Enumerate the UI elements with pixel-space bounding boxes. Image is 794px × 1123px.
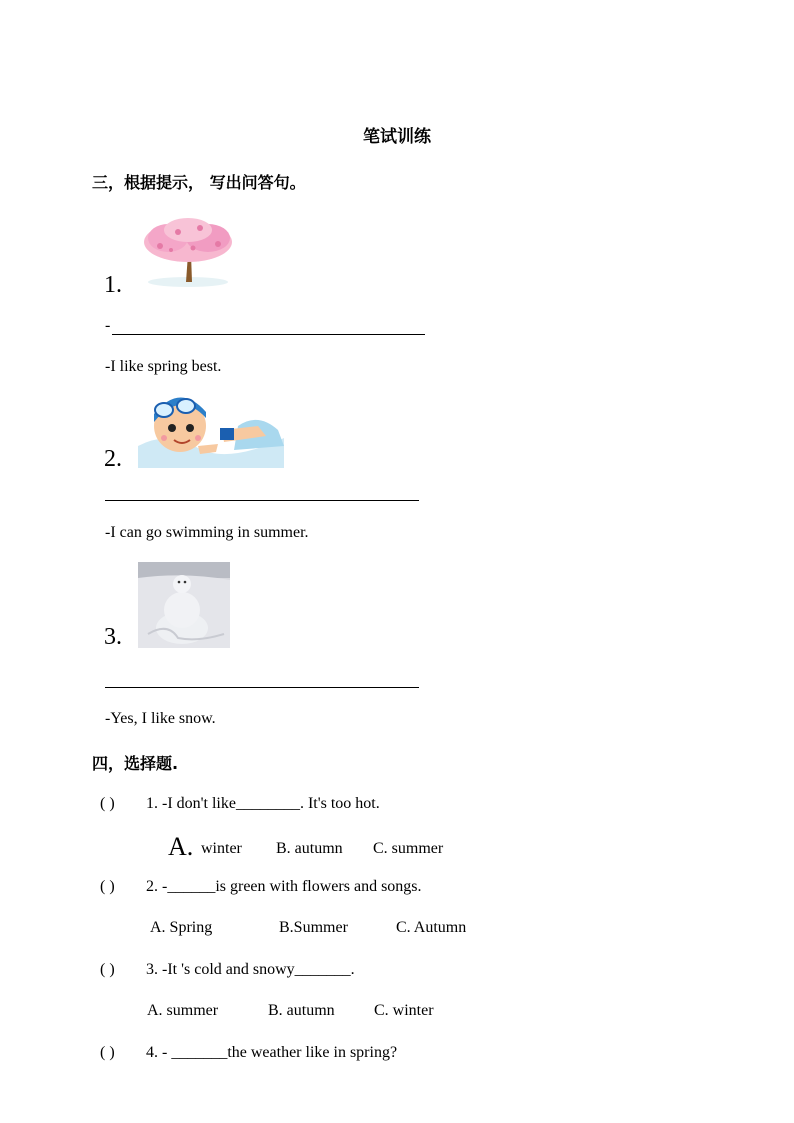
- q4-answer-blank[interactable]: ( ): [100, 1044, 115, 1061]
- item-2-number: 2.: [104, 446, 122, 472]
- item-1-number: 1.: [104, 272, 122, 298]
- swimming-boy-image: [138, 386, 284, 468]
- q3-option-c[interactable]: C. winter: [374, 1002, 434, 1019]
- page-title: 笔试训练: [363, 127, 431, 147]
- section-3-heading: 三，根据提示， 写出问答句。: [92, 173, 306, 192]
- q1-option-c[interactable]: C. summer: [373, 840, 444, 857]
- item-1-dash: -: [105, 317, 111, 334]
- q2-option-a[interactable]: A. Spring: [150, 919, 213, 936]
- item-1-answer-text: -I like spring best.: [105, 358, 222, 375]
- q3-option-a[interactable]: A. summer: [147, 1002, 219, 1019]
- q4-text: 4. - _______the weather like in spring?: [146, 1044, 398, 1061]
- section-4-heading: 四，选择题.: [92, 754, 179, 773]
- item-2-answer-text: -I can go swimming in summer.: [105, 524, 309, 541]
- item-2-answer-line[interactable]: [105, 500, 419, 501]
- q3-option-b[interactable]: B. autumn: [268, 1002, 335, 1019]
- item-3-answer-line[interactable]: [105, 687, 419, 688]
- q1-option-a-text[interactable]: winter: [201, 840, 242, 857]
- q2-text: 2. -______is green with flowers and songs.: [146, 878, 422, 895]
- cherry-blossom-tree-image: [138, 212, 240, 288]
- q2-option-b[interactable]: B.Summer: [279, 919, 348, 936]
- snowman-image: [138, 562, 230, 648]
- item-3-answer-text: -Yes, I like snow.: [105, 710, 216, 727]
- q2-option-c[interactable]: C. Autumn: [396, 919, 467, 936]
- q1-option-a-letter[interactable]: A.: [168, 832, 194, 861]
- item-1-answer-line[interactable]: [112, 334, 425, 335]
- q1-option-b[interactable]: B. autumn: [276, 840, 343, 857]
- q3-answer-blank[interactable]: ( ): [100, 961, 115, 978]
- q1-text: 1. -I don't like________. It's too hot.: [146, 795, 380, 812]
- q1-answer-blank[interactable]: ( ): [100, 795, 115, 812]
- q3-text: 3. -It 's cold and snowy_______.: [146, 961, 355, 978]
- q2-answer-blank[interactable]: ( ): [100, 878, 115, 895]
- item-3-number: 3.: [104, 624, 122, 650]
